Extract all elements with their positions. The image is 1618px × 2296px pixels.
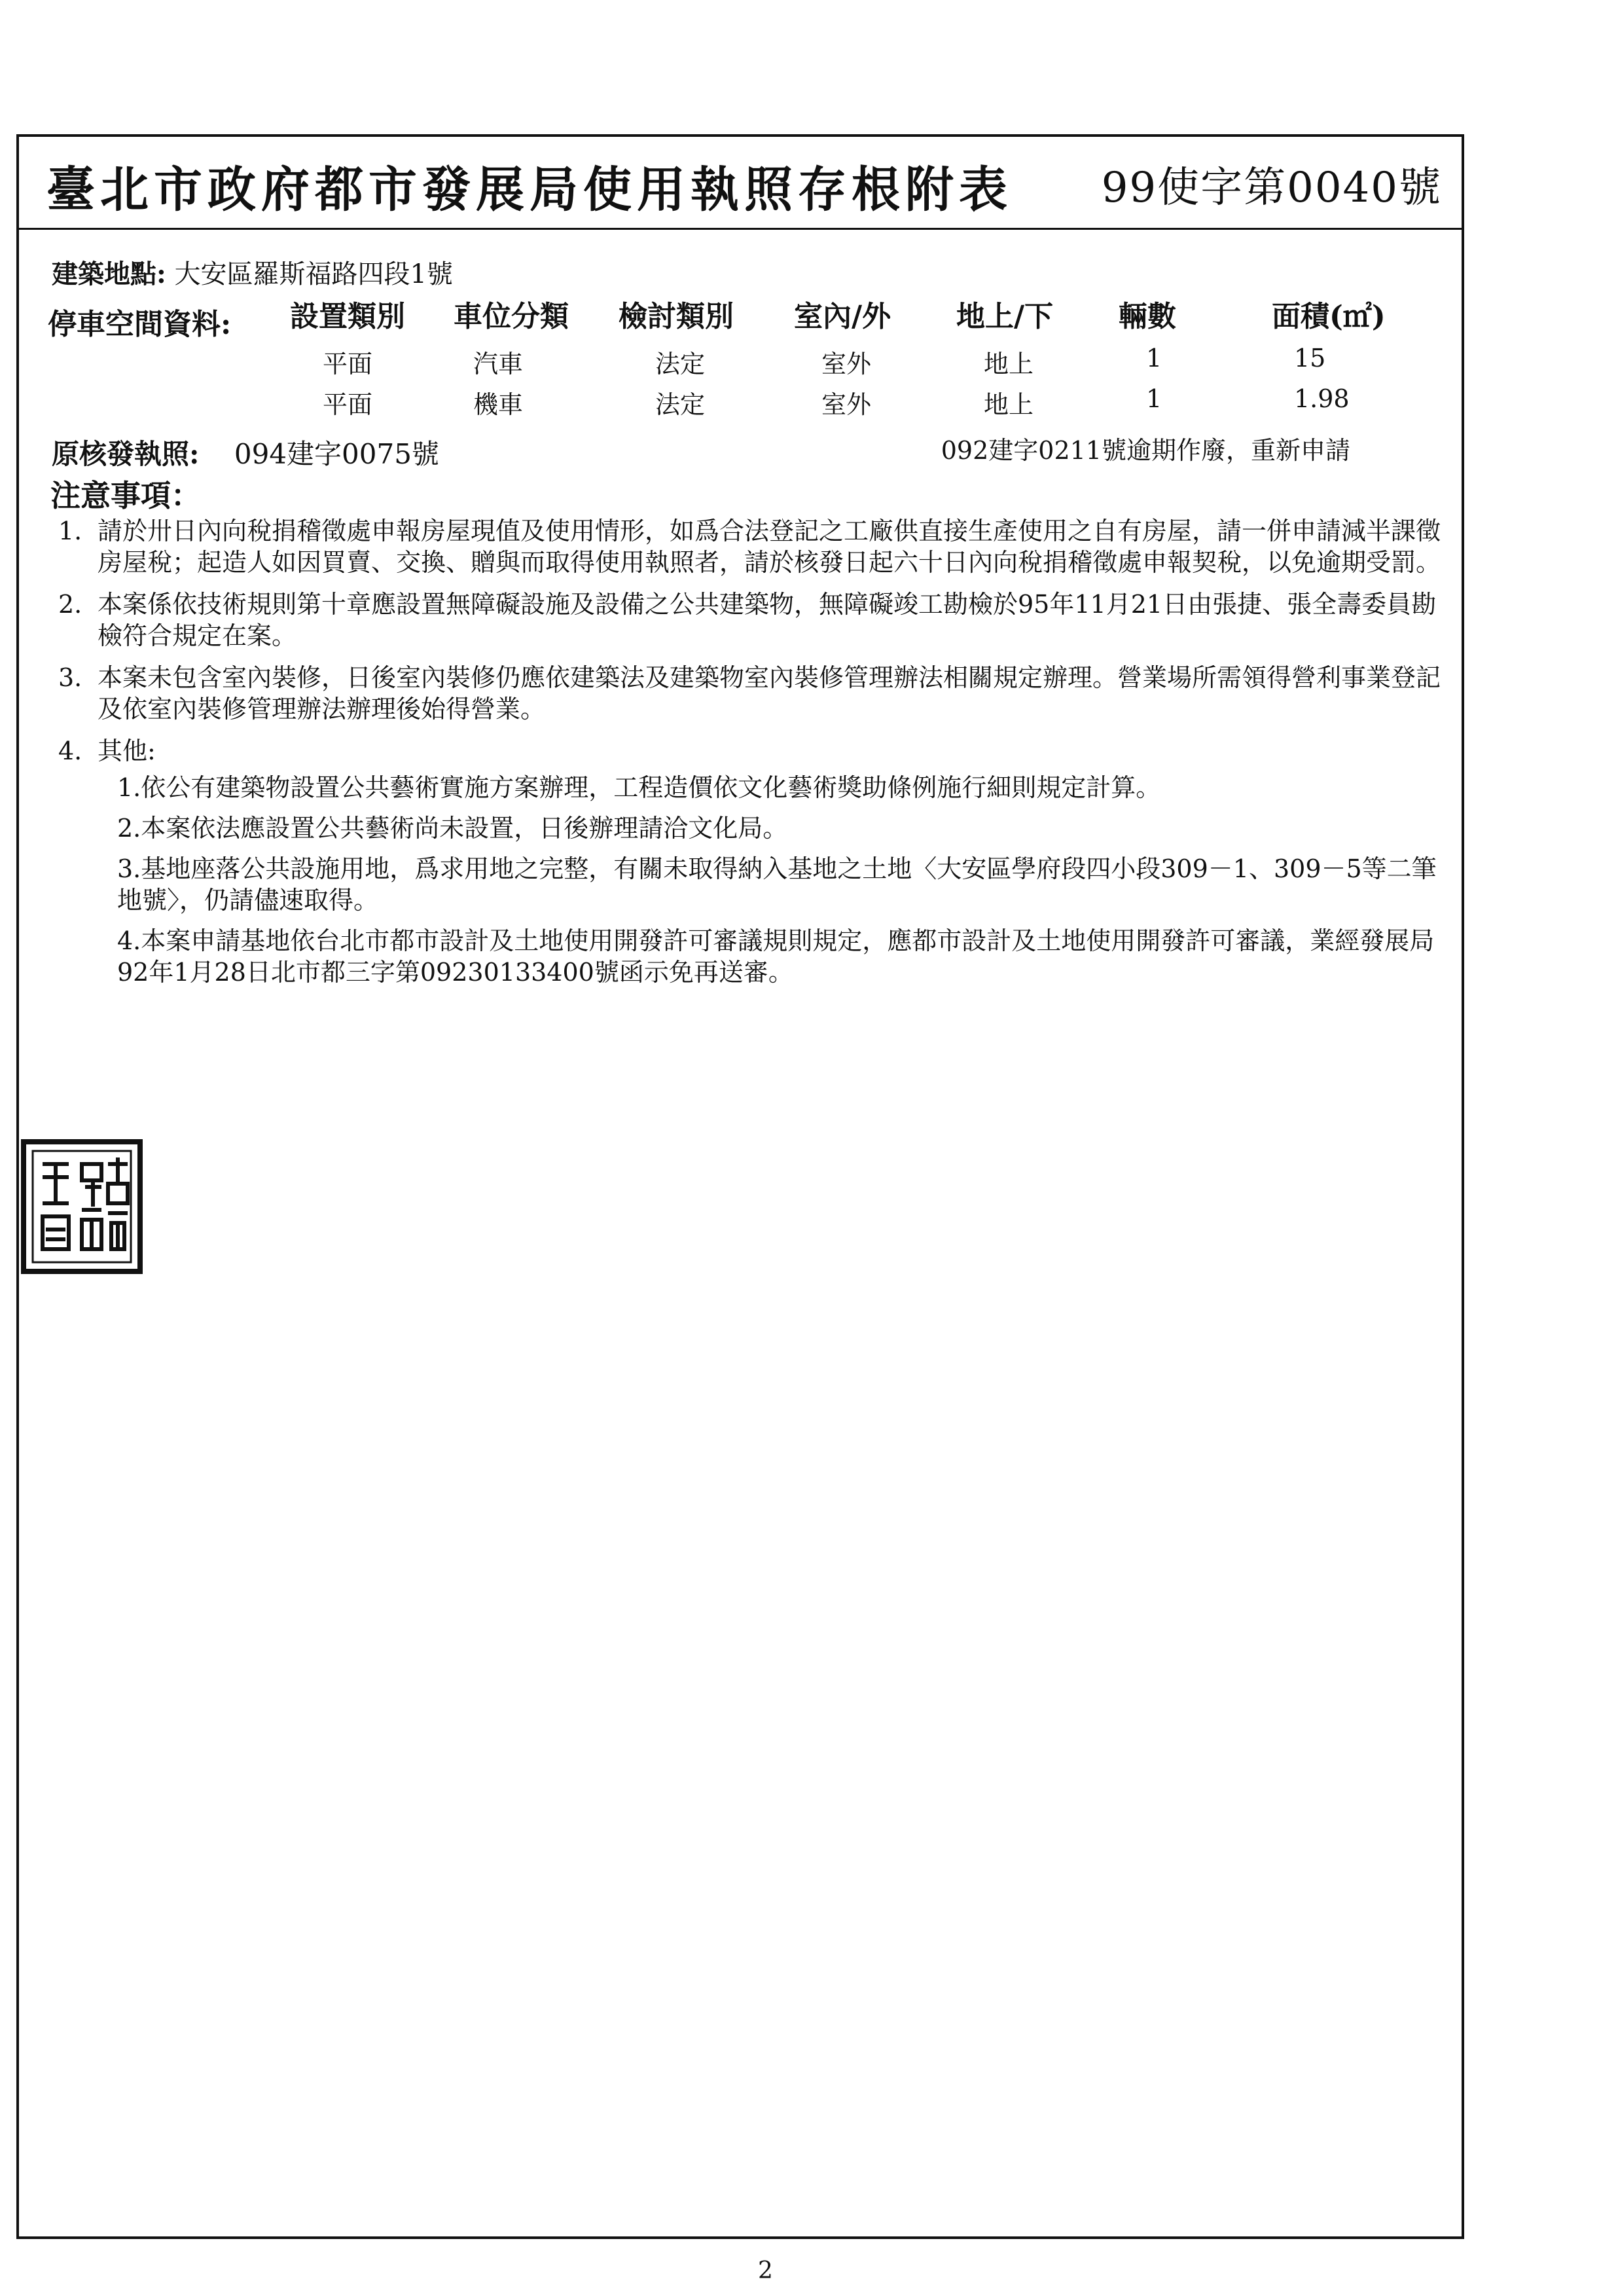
other-item: 2.本案依法應設置公共藝術尚未設置，日後辦理請洽文化局。 [117, 814, 788, 843]
note-item [58, 515, 1452, 578]
note-number: 1. [58, 517, 82, 545]
other-item: 1.依公有建築物設置公共藝術實施方案辦理，工程造價依文化藝術獎助條例施行細則規定計算。 [117, 773, 1161, 802]
notes-title: 注意事項： [50, 478, 201, 513]
note-item [58, 589, 1452, 651]
other-item: 4.本案申請基地依台北市都市設計及土地使用開發許可審議規則規定，應都市設計及土地使用開發許可審議，業經發展局92年1月28日北市都三字第09230133400號函示免再送審。 [117, 926, 1435, 987]
parking-col-header: 設置類別 [290, 300, 405, 333]
parking-col-header: 面積(㎡) [1272, 300, 1386, 333]
note-number: 2. [58, 590, 82, 619]
parking-cell: 平面 [323, 350, 373, 378]
parking-label: 停車空間資料: [48, 308, 232, 341]
parking-cell: 1 [1146, 384, 1162, 413]
notes-list [58, 515, 1452, 998]
note-number: 4. [58, 737, 82, 765]
building-address [52, 253, 453, 291]
original-permit-value: 094建字0075號 [234, 438, 439, 470]
original-permit [52, 433, 439, 472]
address-value: 大安區羅斯福路四段1號 [174, 259, 453, 289]
parking-cell: 平面 [323, 390, 373, 419]
parking-col-header: 室內/外 [794, 300, 891, 333]
parking-cell: 室外 [821, 350, 872, 378]
parking-cell: 地上 [984, 390, 1034, 419]
parking-col-header: 車位分類 [454, 300, 569, 333]
document-frame [16, 134, 1464, 2239]
permit-number: 99使字第0040號 [1101, 164, 1442, 212]
note-number: 3. [58, 663, 82, 692]
original-permit-label: 原核發執照: [52, 438, 200, 470]
parking-cell: 法定 [655, 390, 706, 419]
parking-cell: 1.98 [1294, 384, 1350, 413]
parking-col-header: 輛數 [1119, 300, 1176, 333]
page-number: 2 [758, 2257, 773, 2284]
note-text: 本案係依技術規則第十章應設置無障礙設施及設備之公共建築物，無障礙竣工勘檢於95年11月21日由張捷、張全壽委員勘檢符合規定在案。 [98, 590, 1437, 650]
official-seal-icon [20, 1138, 144, 1275]
note-item [58, 735, 1452, 988]
note-text: 請於卅日內向稅捐稽徵處申報房屋現值及使用情形，如爲合法登記之工廠供直接生產使用之自有房屋，請一併申請減半課徵房屋稅；起造人如因買賣、交換、贈與而取得使用執照者，請於核發日起六十日內向稅捐稽徵處申報契稅，以免逾期受罰。 [98, 517, 1441, 577]
note-text: 其他: [98, 737, 156, 765]
address-label: 建築地點: [52, 259, 166, 289]
other-item: 3.基地座落公共設施用地，爲求用地之完整，有關未取得納入基地之土地〈大安區學府段四小段309－1、309－5等二筆地號〉，仍請儘速取得。 [117, 854, 1437, 915]
document-title: 臺北市政府都市發展局使用執照存根附表 [46, 162, 1013, 218]
parking-cell: 機車 [473, 390, 524, 419]
other-items-list [98, 772, 1452, 988]
parking-col-header: 檢討類別 [619, 300, 734, 333]
parking-cell: 汽車 [473, 350, 524, 378]
parking-cell: 室外 [821, 390, 872, 419]
note-item [58, 662, 1452, 725]
note-text: 本案未包含室內裝修，日後室內裝修仍應依建築法及建築物室內裝修管理辦法相關規定辦理。營業場所需領得營利事業登記及依室內裝修管理辦法辦理後始得營業。 [98, 663, 1441, 723]
parking-col-header: 地上/下 [956, 300, 1054, 333]
parking-cell: 地上 [984, 350, 1034, 378]
parking-cell: 1 [1146, 344, 1162, 373]
original-permit-note: 092建字0211號逾期作廢，重新申請 [941, 436, 1350, 465]
parking-cell: 法定 [655, 350, 706, 378]
title-bar [19, 137, 1462, 230]
parking-cell: 15 [1294, 344, 1326, 373]
